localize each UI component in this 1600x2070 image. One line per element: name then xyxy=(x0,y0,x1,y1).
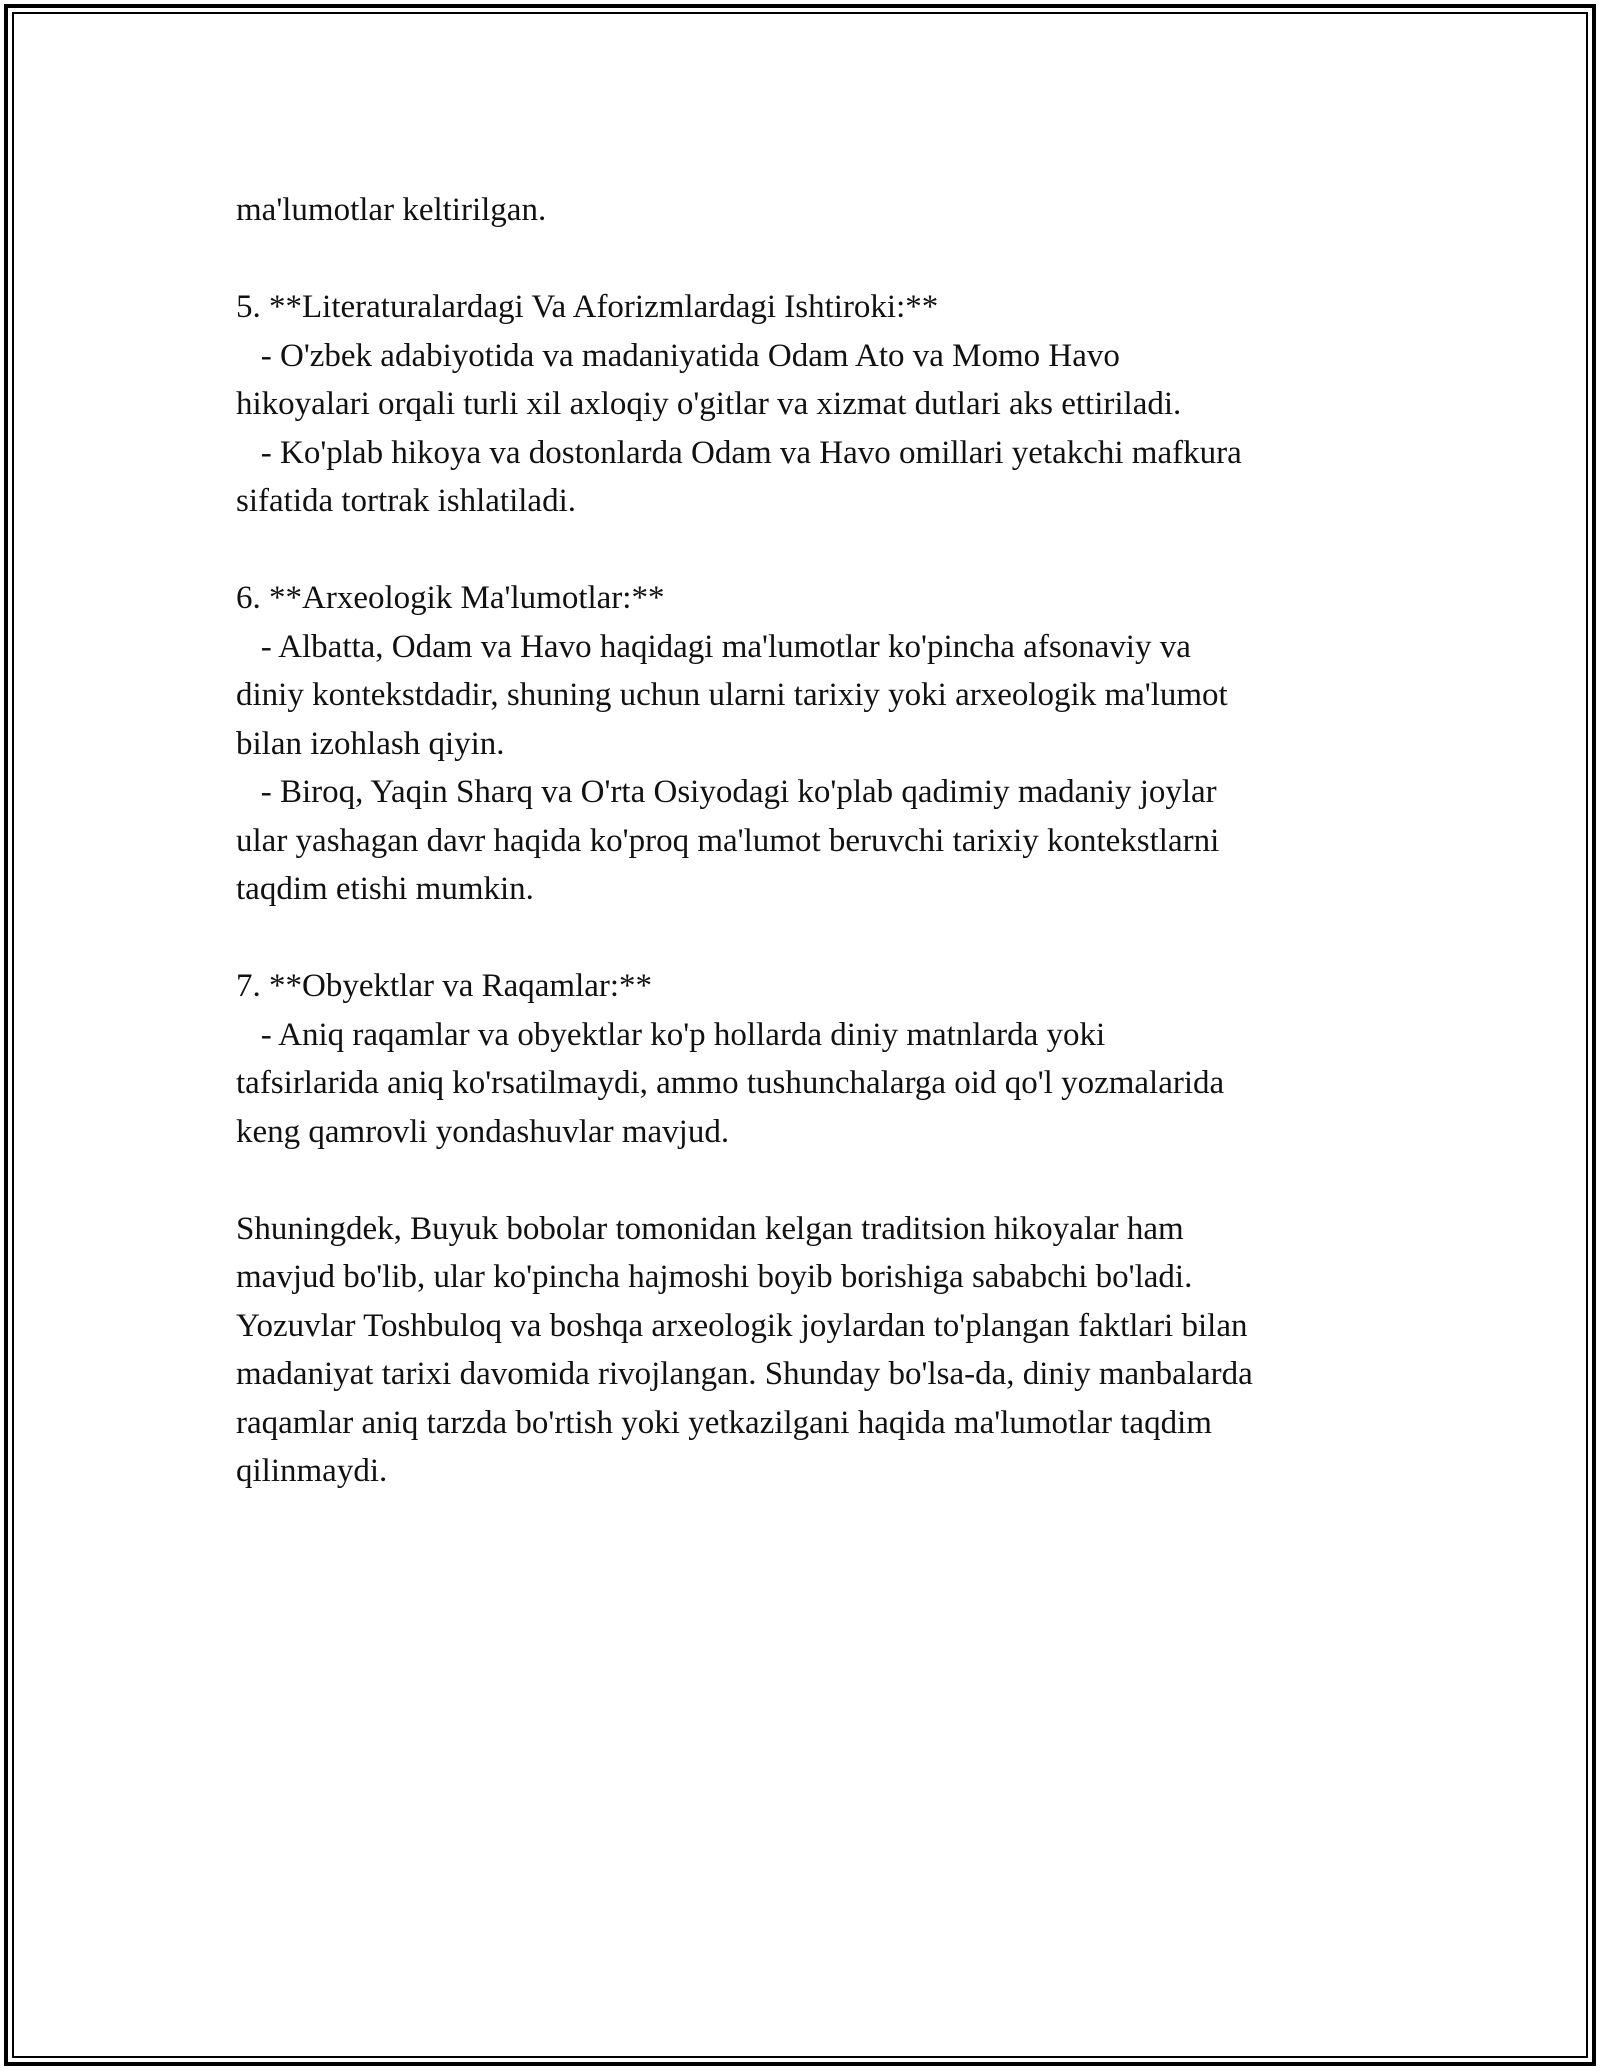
section-6-line: taqdim etishi mumkin. xyxy=(236,871,534,907)
section-7-line: tafsirlarida aniq ko'rsatilmaydi, ammo tushunchalarga oid qo'l yozmalarida xyxy=(236,1065,1225,1101)
section-6-line: - Biroq, Yaqin Sharq va O'rta Osiyodagi ko'plab qadimiy madaniy joylar xyxy=(236,774,1217,810)
section-7-line: keng qamrovli yondashuvlar mavjud. xyxy=(236,1113,730,1150)
section-5-line: - Ko'plab hikoya va dostonlarda Odam va Havo omillari yetakchi mafkura xyxy=(236,434,1242,471)
closing-line: mavjud bo'lib, ular ko'pincha hajmoshi boyib borishiga sababchi bo'ladi. xyxy=(236,1259,1193,1295)
section-5-line: - O'zbek adabiyotida va madaniyatida Odam Ato va Momo Havo xyxy=(236,337,1120,374)
section-6-line: - Albatta, Odam va Havo haqidagi ma'lumotlar ko'pincha afsonaviy va xyxy=(236,628,1191,665)
section-6-heading: 6. **Arxeologik Ma'lumotlar:** xyxy=(236,580,665,616)
closing-line: Yozuvlar Toshbuloq va boshqa arxeologik joylardan to'plangan faktlari bilan xyxy=(236,1307,1248,1344)
section-6-line: diniy kontekstdadir, shuning uchun ularni tarixiy yoki arxeologik ma'lumot xyxy=(236,677,1228,713)
section-6-line: ular yashagan davr haqida ko'proq ma'lumot beruvchi tarixiy kontekstlarni xyxy=(236,822,1220,859)
paragraph-gap xyxy=(236,1156,1386,1205)
section-5-line: hikoyalari orqali turli xil axloqiy o'gitlar va xizmat dutlari aks ettiriladi. xyxy=(236,386,1182,422)
closing-line: raqamlar aniq tarzda bo'rtish yoki yetkazilgani haqida ma'lumotlar taqdim xyxy=(236,1404,1212,1441)
section-6-line: bilan izohlash qiyin. xyxy=(236,725,505,762)
closing-line: qilinmaydi. xyxy=(236,1453,388,1489)
document-body xyxy=(236,186,1386,1496)
section-7-heading: 7. **Obyektlar va Raqamlar:** xyxy=(236,968,653,1004)
section-7-line: - Aniq raqamlar va obyektlar ko'p hollarda diniy matnlarda yoki xyxy=(236,1016,1106,1053)
closing-line: madaniyat tarixi davomida rivojlangan. Shunday bo'lsa-da, diniy manbalarda xyxy=(236,1356,1253,1392)
paragraph-gap xyxy=(236,914,1386,963)
section-5-heading: 5. **Literaturalardagi Va Aforizmlardagi Ishtiroki:** xyxy=(236,289,939,325)
paragraph-gap xyxy=(236,526,1386,575)
closing-line: Shuningdek, Buyuk bobolar tomonidan kelgan traditsion hikoyalar ham xyxy=(236,1210,1184,1247)
section-5-line: sifatida tortrak ishlatiladi. xyxy=(236,483,576,519)
intro-line: ma'lumotlar keltirilgan. xyxy=(236,192,547,228)
paragraph-gap xyxy=(236,235,1386,284)
